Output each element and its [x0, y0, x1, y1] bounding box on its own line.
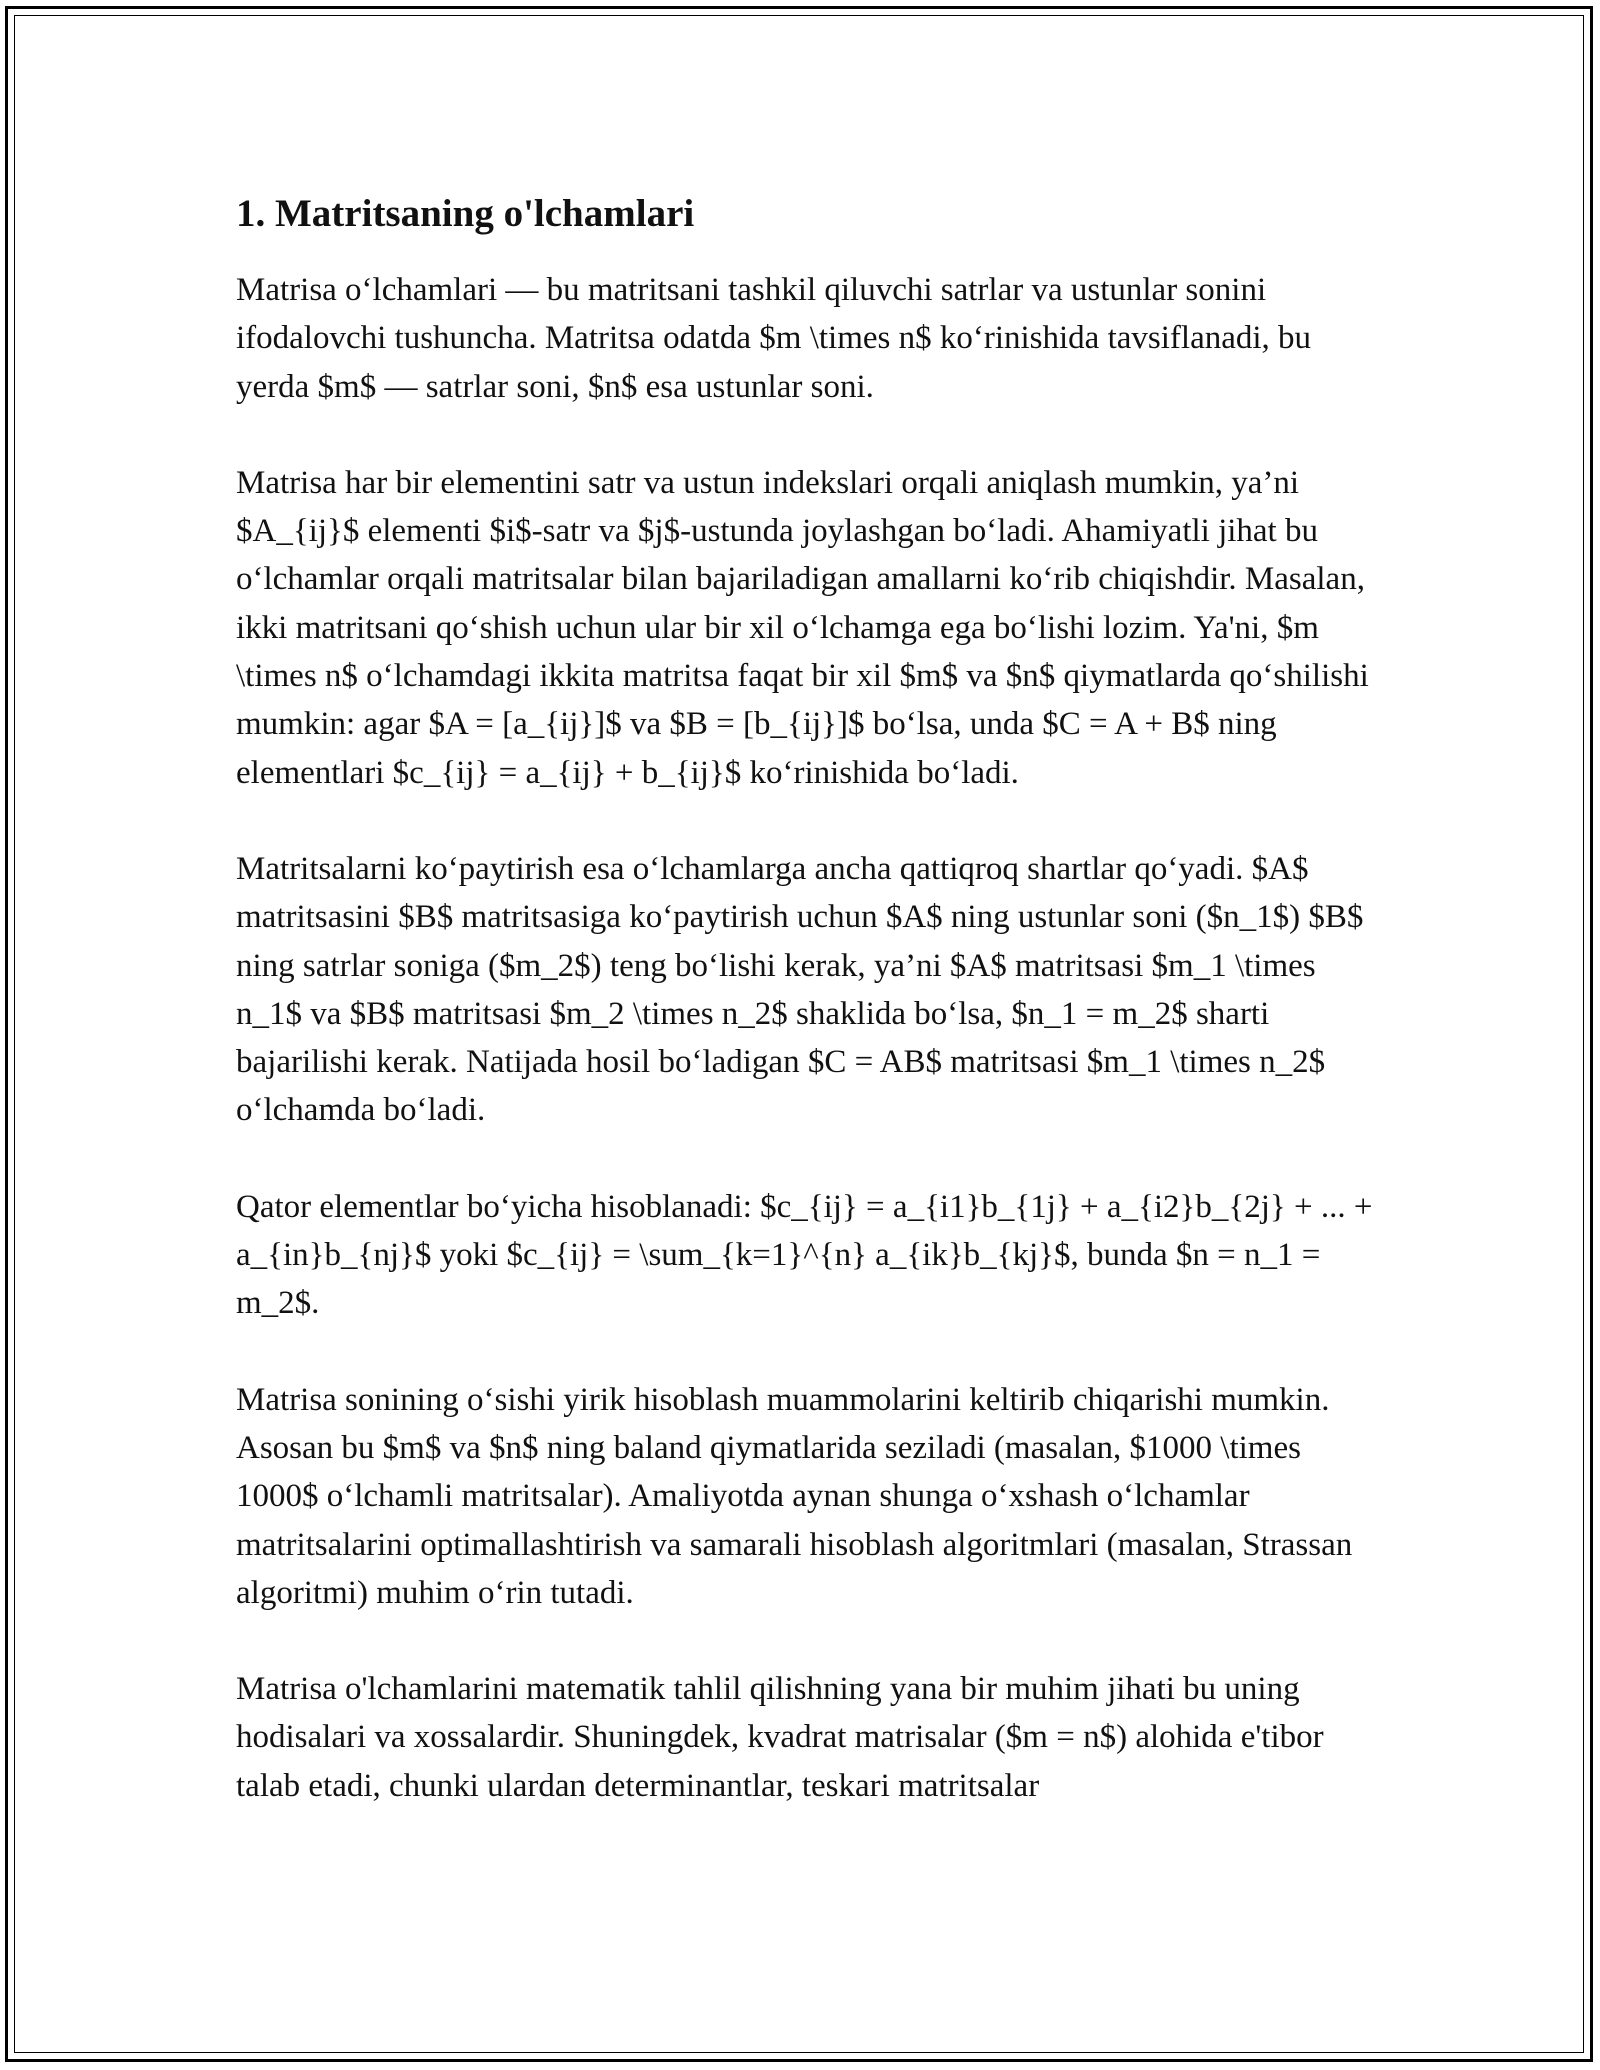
document-body: [236, 188, 1376, 1858]
paragraph-computation-complexity: Matrisa sonining o‘sishi yirik hisoblash muammolarini keltirib chiqarishi mumkin. Asosan bu $m$ va $n$ ning baland qiymatlarida seziladi (masalan, $1000 \times 1000$ o‘lchamli matritsalar). Amaliyotda aynan shunga o‘xshash o‘lchamlar matritsalarini optimallashtirish va samarali hisoblash algoritmlari (masalan, Strassan algoritmi) muhim o‘rin tutadi.: [236, 1381, 1353, 1611]
paragraph-element-indices-addition: Matrisa har bir elementini satr va ustun indekslari orqali aniqlash mumkin, ya’ni $A_{ij}$ elementi $i$-satr va $j$-ustunda joylashgan bo‘ladi. Ahamiyatli jihat bu o‘lchamlar orqali matritsalar bilan bajariladigan amallarni ko‘rib chiqishdir. Masalan, ikki matritsani qo‘shish uchun ular bir xil o‘lchamga ega bo‘lishi lozim. Ya'ni, $m \times n$ o‘lchamdagi ikkita matritsa faqat bir xil $m$ va $n$ qiymatlarda qo‘shilishi mumkin: agar $A = [a_{ij}]$ va $B = [b_{ij}]$ bo‘lsa, unda $C = A + B$ ning elementlari $c_{ij} = a_{ij} + b_{ij}$ ko‘rinishida bo‘ladi.: [236, 464, 1369, 791]
paragraph-multiplication-conditions: Matritsalarni ko‘paytirish esa o‘lchamlarga ancha qattiqroq shartlar qo‘yadi. $A$ matritsasini $B$ matritsasiga ko‘paytirish uchun $A$ ning ustunlar soni ($n_1$) $B$ ning satrlar soniga ($m_2$) teng bo‘lishi kerak, ya’ni $A$ matritsasi $m_1 \times n_1$ va $B$ matritsasi $m_2 \times n_2$ shaklida bo‘lsa, $n_1 = m_2$ sharti bajarilishi kerak. Natijada hosil bo‘ladigan $C = AB$ matritsasi $m_1 \times n_2$ o‘lchamda bo‘ladi.: [236, 850, 1364, 1129]
paragraph-dimensions-definition: Matrisa o‘lchamlari — bu matritsani tashkil qiluvchi satrlar va ustunlar sonini ifodalovchi tushuncha. Matritsa odatda $m \times n$ ko‘rinishida tavsiflanadi, bu yerda $m$ — satrlar soni, $n$ esa ustunlar soni.: [236, 272, 1312, 405]
section-heading: 1. Matritsaning o'lchamlari: [236, 192, 695, 235]
paragraph-element-formula: Qator elementlar bo‘yicha hisoblanadi: $c_{ij} = a_{i1}b_{1j} + a_{i2}b_{2j} + ... + a_{in}b_{nj}$ yoki $c_{ij} = \sum_{k=1}^{n} a_{ik}b_{kj}$, bunda $n = n_1 = m_2$.: [236, 1188, 1373, 1322]
paragraph-square-matrices: Matrisa o'lchamlarini matematik tahlil qilishning yana bir muhim jihati bu uning hodisalari va xossalardir. Shuningdek, kvadrat matrisalar ($m = n$) alohida e'tibor talab etadi, chunki ulardan determinantlar, teskari matritsalar: [236, 1671, 1324, 1804]
